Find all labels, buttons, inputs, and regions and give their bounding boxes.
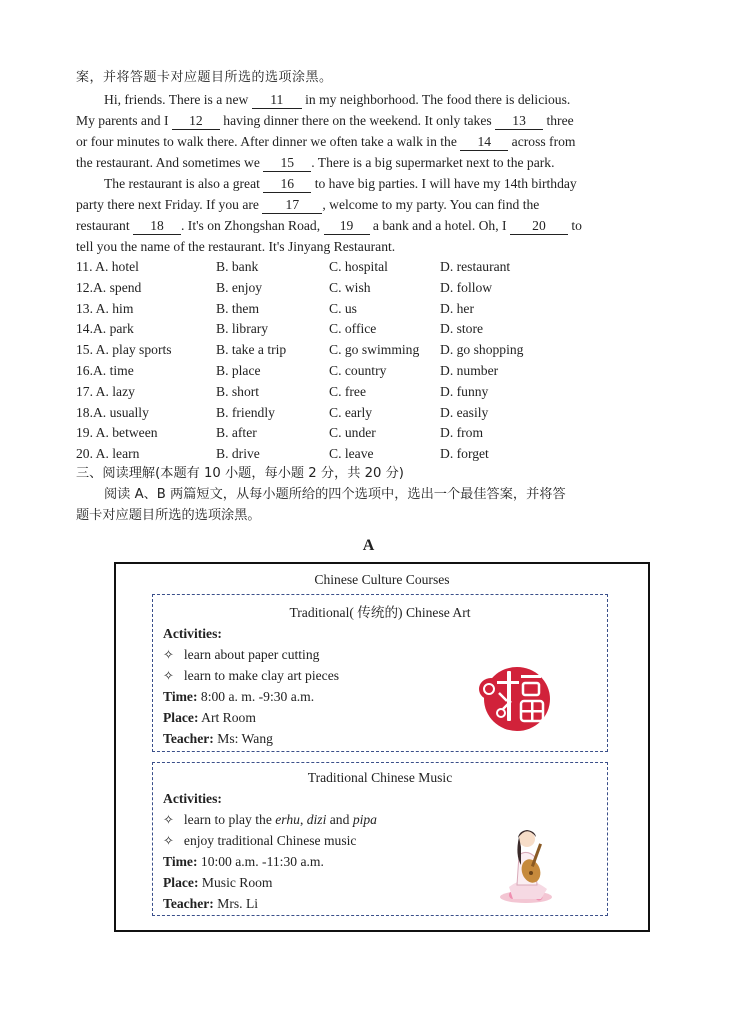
teacher-label: Teacher: xyxy=(163,896,214,911)
text: to xyxy=(567,218,582,233)
passage-p1-line1 xyxy=(104,90,660,110)
music-course-box xyxy=(152,762,608,916)
blank-18: 18 xyxy=(133,218,181,235)
question-20-option-a: 20. A. learn xyxy=(76,446,140,462)
text: tell you the name of the restaurant. It's Jinyang Restaurant. xyxy=(76,239,396,254)
question-13-option-c: C. us xyxy=(329,300,357,316)
music-course-title: Traditional Chinese Music xyxy=(307,770,453,785)
music-activities-label: Activities: xyxy=(163,791,222,806)
text: the restaurant. And sometimes we xyxy=(76,155,264,170)
passage-p2-line2 xyxy=(76,195,660,215)
text: and xyxy=(326,812,353,827)
place-label: Place: xyxy=(163,710,199,725)
text: a bank and a hotel. Oh, I xyxy=(369,218,510,233)
question-18-option-b: B. friendly xyxy=(216,404,275,420)
passage-p2-line1 xyxy=(104,174,660,194)
text: learn to play the xyxy=(183,812,276,827)
passage-p1-line2 xyxy=(76,111,660,131)
teacher-label: Teacher: xyxy=(163,731,214,746)
question-15-option-b: B. take a trip xyxy=(216,342,287,358)
art-course-box xyxy=(152,594,608,752)
question-12-option-a: 12.A. spend xyxy=(76,279,142,295)
question-12-option-d: D. follow xyxy=(440,279,493,295)
text: . There is a big supermarket next to the park. xyxy=(311,155,555,170)
question-20-option-c: C. leave xyxy=(329,446,374,462)
music-time xyxy=(163,852,324,872)
passage-p2-line3 xyxy=(76,216,660,236)
question-17-option-d: D. funny xyxy=(440,383,489,399)
blank-14: 14 xyxy=(460,134,508,151)
blank-12: 12 xyxy=(172,113,220,130)
question-16-option-c: C. country xyxy=(329,363,387,378)
place-value: Music Room xyxy=(201,875,273,890)
text: , xyxy=(299,812,307,827)
diamond-bullet-icon: ✧ xyxy=(163,813,174,828)
blank-20: 20 xyxy=(510,218,568,235)
courses-box xyxy=(114,562,650,932)
question-18-option-c: C. early xyxy=(329,404,373,420)
question-17-option-b: B. short xyxy=(216,383,260,399)
question-14-option-a: 14.A. park xyxy=(76,321,134,337)
music-activity-1 xyxy=(163,810,377,831)
section-instruction-line2: 题卡对应题目所选的选项涂黑。 xyxy=(76,508,261,523)
section-instruction-line1: 阅读 A、B 两篇短文，从每小题所给的四个选项中，选出一个最佳答案，并将答 xyxy=(104,487,566,502)
question-11-option-b: B. bank xyxy=(216,259,259,274)
diamond-bullet-icon: ✧ xyxy=(163,834,174,849)
question-14-option-b: B. library xyxy=(216,321,269,337)
question-16-option-d: D. number xyxy=(440,363,499,378)
text: The restaurant is also a great xyxy=(104,176,264,191)
instrument-dizi: dizi xyxy=(306,812,327,827)
text: learn about paper cutting xyxy=(183,647,320,662)
teacher-value: Mrs. Li xyxy=(217,896,259,911)
passage-p1-line4 xyxy=(76,153,660,173)
blank-16: 16 xyxy=(263,176,311,193)
blank-11: 11 xyxy=(252,92,302,109)
text: party there next Friday. If you are xyxy=(76,197,263,212)
question-13-option-d: D. her xyxy=(440,300,474,316)
section-heading: 三、阅读理解(本题有 10 小题，每小题 2 分，共 20 分) xyxy=(76,466,404,481)
teacher-value: Ms: Wang xyxy=(217,731,273,746)
art-place xyxy=(163,708,256,728)
diamond-bullet-icon: ✧ xyxy=(163,669,174,684)
place-label: Place: xyxy=(163,875,199,890)
question-15-option-c: C. go swimming xyxy=(329,342,420,358)
blank-17: 17 xyxy=(262,197,322,214)
text: to have big parties. I will have my 14th birthday xyxy=(311,176,577,191)
question-15-option-a: 15. A. play sports xyxy=(76,342,172,358)
blank-19: 19 xyxy=(324,218,370,235)
question-11-option-d: D. restaurant xyxy=(440,259,511,274)
text: My parents and I xyxy=(76,113,172,128)
art-time xyxy=(163,687,314,707)
time-value: 10:00 a.m. -11:30 a.m. xyxy=(200,854,324,869)
question-18-option-a: 18.A. usually xyxy=(76,404,149,420)
blank-13: 13 xyxy=(495,113,543,130)
question-17-option-a: 17. A. lazy xyxy=(76,383,135,399)
question-19-option-d: D. from xyxy=(440,425,484,441)
art-activity-2 xyxy=(163,666,339,687)
passage-p2-line4 xyxy=(76,237,660,257)
question-12-option-b: B. enjoy xyxy=(216,279,263,295)
text: Hi, friends. There is a new xyxy=(104,92,252,107)
question-14-option-c: C. office xyxy=(329,321,377,337)
art-course-title: Traditional( 传统的) Chinese Art xyxy=(289,605,471,620)
text: . It's on Zhongshan Road, xyxy=(181,218,324,233)
question-18-option-d: D. easily xyxy=(440,404,489,420)
instrument-pipa: pipa xyxy=(352,812,377,827)
art-teacher xyxy=(163,729,273,749)
art-activities-label: Activities: xyxy=(163,626,222,641)
question-11-option-a: 11. A. hotel xyxy=(76,259,139,274)
diamond-bullet-icon: ✧ xyxy=(163,648,174,663)
music-place xyxy=(163,873,273,893)
text: restaurant xyxy=(76,218,133,233)
text: across from xyxy=(508,134,576,149)
music-teacher xyxy=(163,894,258,914)
blank-15: 15 xyxy=(263,155,311,172)
time-label: Time: xyxy=(163,689,198,704)
pipa-player-icon xyxy=(491,825,561,905)
question-19-option-a: 19. A. between xyxy=(76,425,158,441)
passage-p1-line3 xyxy=(76,132,660,152)
question-19-option-b: B. after xyxy=(216,425,257,441)
intro-instruction: 案，并将答题卡对应题目所选的选项涂黑。 xyxy=(76,70,333,85)
courses-title: Chinese Culture Courses xyxy=(314,572,450,587)
question-11-option-c: C. hospital xyxy=(329,259,388,274)
place-value: Art Room xyxy=(201,710,256,725)
art-activity-1 xyxy=(163,645,319,666)
passage-letter: A xyxy=(362,537,375,554)
instrument-erhu: erhu xyxy=(275,812,300,827)
text: enjoy traditional Chinese music xyxy=(183,833,357,848)
question-13-option-a: 13. A. him xyxy=(76,300,134,316)
question-17-option-c: C. free xyxy=(329,383,366,399)
music-activity-2 xyxy=(163,831,356,852)
text: or four minutes to walk there. After dinner we often take a walk in the xyxy=(76,134,461,149)
question-19-option-c: C. under xyxy=(329,425,376,441)
text: learn to make clay art pieces xyxy=(183,668,340,683)
text: having dinner there on the weekend. It only takes xyxy=(219,113,496,128)
question-20-option-d: D. forget xyxy=(440,446,489,462)
time-value: 8:00 a. m. -9:30 a.m. xyxy=(200,689,315,704)
fu-paper-cut-icon xyxy=(477,661,553,733)
question-20-option-b: B. drive xyxy=(216,446,260,462)
question-14-option-d: D. store xyxy=(440,321,484,337)
text: in my neighborhood. The food there is delicious. xyxy=(301,92,571,107)
question-13-option-b: B. them xyxy=(216,300,260,316)
text: , welcome to my party. You can find the xyxy=(322,197,540,212)
question-15-option-d: D. go shopping xyxy=(440,342,524,358)
question-16-option-a: 16.A. time xyxy=(76,363,134,378)
question-16-option-b: B. place xyxy=(216,363,261,378)
time-label: Time: xyxy=(163,854,198,869)
question-12-option-c: C. wish xyxy=(329,279,371,295)
text: three xyxy=(543,113,574,128)
